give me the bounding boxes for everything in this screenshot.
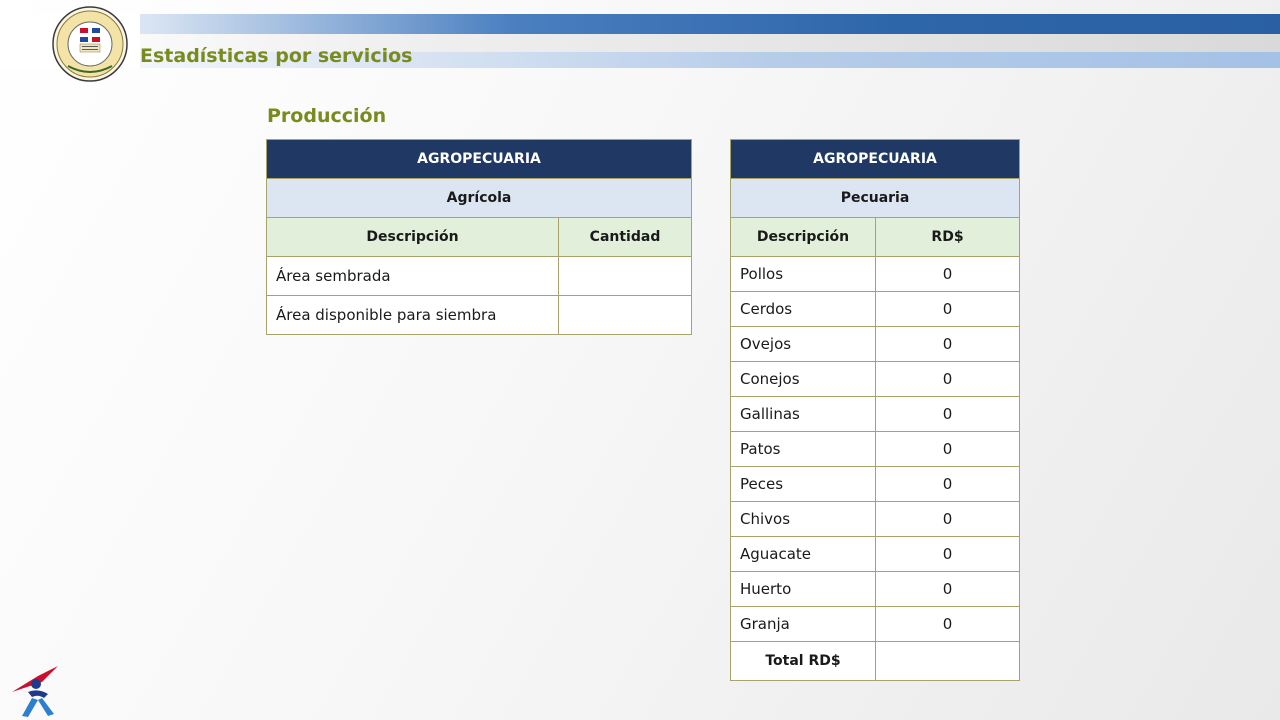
- pecuaria-row-valor: 0: [876, 537, 1020, 572]
- agricola-row-descripcion: Área disponible para siembra: [267, 296, 559, 335]
- agricola-column-header-descripcion: Descripción: [267, 218, 559, 257]
- pecuaria-column-header-descripcion: Descripción: [731, 218, 876, 257]
- table-row: [731, 292, 1020, 327]
- pecuaria-subcategory-header: Pecuaria: [731, 179, 1020, 218]
- agricola-table: [266, 139, 692, 335]
- pecuaria-total-label: Total RD$: [731, 642, 876, 681]
- agricola-subcategory-header: Agrícola: [267, 179, 692, 218]
- table-row: [731, 572, 1020, 607]
- table-row: [731, 502, 1020, 537]
- pecuaria-row-valor: 0: [876, 432, 1020, 467]
- page-title: Estadísticas por servicios: [140, 45, 413, 67]
- pecuaria-row-descripcion: Granja: [731, 607, 876, 642]
- pecuaria-row-valor: 0: [876, 467, 1020, 502]
- pecuaria-row-descripcion: Peces: [731, 467, 876, 502]
- institution-seal-logo: [52, 6, 128, 82]
- table-row: [731, 362, 1020, 397]
- pecuaria-row-valor: 0: [876, 572, 1020, 607]
- pecuaria-row-descripcion: Ovejos: [731, 327, 876, 362]
- pecuaria-row-descripcion: Conejos: [731, 362, 876, 397]
- table-row: [731, 327, 1020, 362]
- pecuaria-row-descripcion: Aguacate: [731, 537, 876, 572]
- pecuaria-row-valor: 0: [876, 397, 1020, 432]
- agricola-row-descripcion: Área sembrada: [267, 257, 559, 296]
- table-row: [731, 397, 1020, 432]
- pecuaria-row-valor: 0: [876, 502, 1020, 537]
- pecuaria-row-valor: 0: [876, 292, 1020, 327]
- table-row: [267, 257, 692, 296]
- section-title: Producción: [267, 105, 387, 127]
- pecuaria-row-valor: 0: [876, 607, 1020, 642]
- pecuaria-row-descripcion: Gallinas: [731, 397, 876, 432]
- agricola-category-header: AGROPECUARIA: [267, 140, 692, 179]
- table-row: [731, 607, 1020, 642]
- pecuaria-total-value: [876, 642, 1020, 681]
- table-row: [731, 467, 1020, 502]
- total-row: [731, 642, 1020, 681]
- table-row: [267, 296, 692, 335]
- pecuaria-row-descripcion: Cerdos: [731, 292, 876, 327]
- agricola-row-cantidad: [559, 257, 692, 296]
- pecuaria-column-header-rd: RD$: [876, 218, 1020, 257]
- header-band-top: [0, 14, 1280, 34]
- pecuaria-row-valor: 0: [876, 362, 1020, 397]
- table-row: [731, 257, 1020, 292]
- pecuaria-row-descripcion: Chivos: [731, 502, 876, 537]
- pecuaria-row-descripcion: Patos: [731, 432, 876, 467]
- pecuaria-row-valor: 0: [876, 327, 1020, 362]
- table-row: [731, 537, 1020, 572]
- pecuaria-row-descripcion: Huerto: [731, 572, 876, 607]
- pecuaria-category-header: AGROPECUARIA: [731, 140, 1020, 179]
- pecuaria-table: [730, 139, 1020, 681]
- pecuaria-row-valor: 0: [876, 257, 1020, 292]
- agricola-column-header-cantidad: Cantidad: [559, 218, 692, 257]
- pecuaria-row-descripcion: Pollos: [731, 257, 876, 292]
- agricola-row-cantidad: [559, 296, 692, 335]
- runner-figure-logo: [8, 662, 64, 718]
- table-row: [731, 432, 1020, 467]
